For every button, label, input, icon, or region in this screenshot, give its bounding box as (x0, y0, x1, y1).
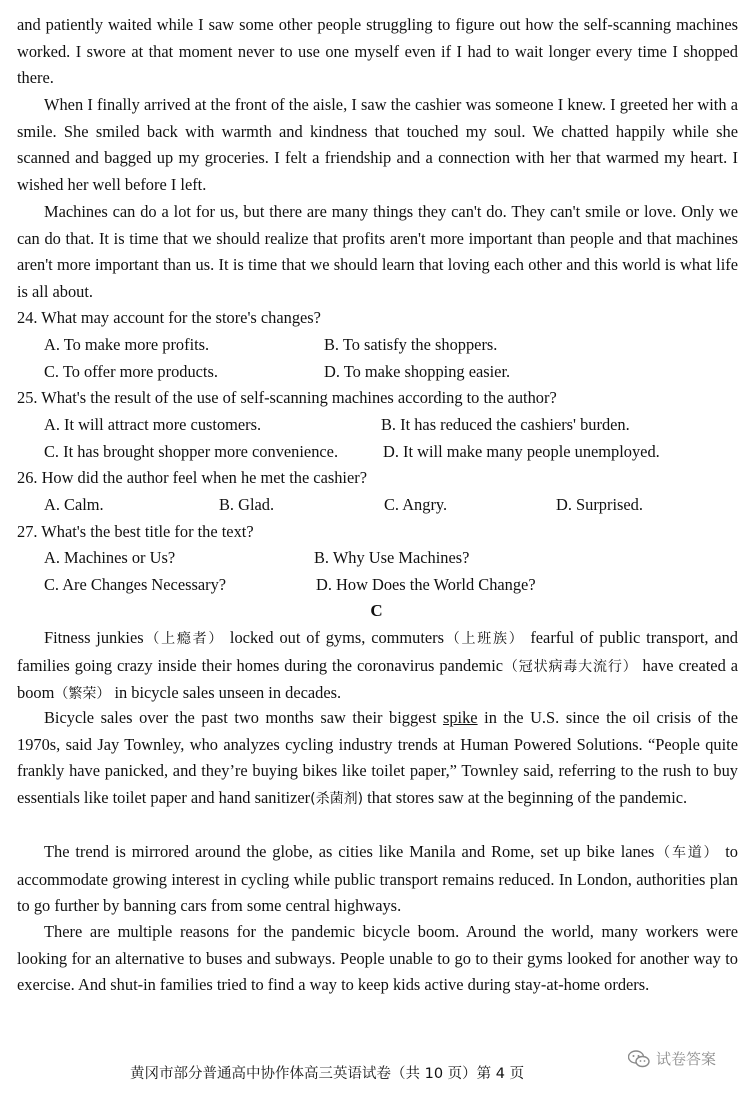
chinese-gloss: (杀菌剂) (310, 791, 364, 808)
question-26-option-d[interactable]: D. Surprised. (556, 495, 643, 514)
text-run: Fitness junkies (44, 628, 144, 647)
text-run: to accommodate growing interest in cycling while public transport remains reduced. In London, authorities plan to go further by banning cars from some central highways. (17, 842, 738, 916)
question-25-option-d[interactable]: D. It will make many people unemployed. (383, 442, 660, 461)
question-27-option-d[interactable]: D. How Does the World Change? (316, 575, 536, 594)
chinese-gloss: （繁荣） (54, 686, 111, 703)
question-26-stem: 26. How did the author feel when he met the cashier? (17, 468, 367, 487)
passage-c-paragraph-2 (17, 705, 738, 813)
passage-b-paragraph-3: Machines can do a lot for us, but there are many things they can't do. They can't smile or love. Only we can do that. It is time that we should realize that profits aren't more important than people and that machines aren't more important than us. It is time that we should learn that loving each other and this world is what life is all about. (17, 202, 738, 302)
text-run: The trend is mirrored around the globe, as cities like Manila and Rome, set up bike lanes (44, 842, 655, 861)
question-25-option-a[interactable]: A. It will attract more customers. (44, 415, 262, 434)
question-27-stem: 27. What's the best title for the text? (17, 522, 254, 541)
passage-b-paragraph-1: and patiently waited while I saw some other people struggling to figure out how the self-scanning machines worked. I swore at that moment never to use one myself even if I had to wait longer every time I shopped there. (17, 15, 738, 88)
question-24-option-b[interactable]: B. To satisfy the shoppers. (324, 335, 498, 354)
question-24-option-a[interactable]: A. To make more profits. (44, 335, 210, 354)
question-24-option-c[interactable]: C. To offer more products. (44, 362, 218, 381)
passage-c-paragraph-4: There are multiple reasons for the pandemic bicycle boom. Around the world, many workers were looking for an alternative to buses and subways. People unable to go to their gyms looked for another way to exercise. And shut-in families tried to find a way to keep kids active during stay-at-home orders. (17, 922, 738, 995)
question-26-option-c[interactable]: C. Angry. (384, 495, 448, 514)
passage-b-paragraph-2: When I finally arrived at the front of the aisle, I saw the cashier was someone I knew. I greeted her with a smile. She smiled back with warmth and kindness that touched my soul. We chatted happily while she scanned and bagged up my groceries. I felt a friendship and a connection with her that warmed my heart. I wished her well before I left. (17, 95, 738, 195)
question-24-option-d[interactable]: D. To make shopping easier. (324, 362, 511, 381)
question-25-option-b[interactable]: B. It has reduced the cashiers' burden. (381, 415, 630, 434)
question-26-option-b[interactable]: B. Glad. (219, 495, 275, 514)
wechat-icon (628, 1050, 650, 1068)
question-27-option-c[interactable]: C. Are Changes Necessary? (44, 575, 227, 594)
passage-c-paragraph-3 (17, 839, 738, 920)
text-run: in the U.S. since the oil crisis of the 1970s, said Jay Townley, who analyzes cycling industry trends at Human Powered Solutions. “People quite frankly have panicked, and they’re buying bikes like toilet paper,” Townley said, referring to the rush to buy essentials like toilet paper and hand sanitizer (17, 708, 738, 808)
chinese-gloss: （上瘾者） (143, 631, 225, 647)
passage-c-paragraph-1 (17, 625, 738, 708)
watermark-text: 试卷答案 (656, 1050, 717, 1068)
section-c-heading: C (370, 601, 383, 620)
question-27-option-b[interactable]: B. Why Use Machines? (314, 548, 470, 567)
text-run: Bicycle sales over the past two months saw their biggest (44, 708, 443, 727)
chinese-gloss: （冠状病毒大流行） (503, 658, 638, 675)
chinese-gloss: （上班族） (444, 631, 525, 647)
text-run: that stores saw at the beginning of the pandemic. (363, 788, 688, 808)
page-footer: 黄冈市部分普通高中协作体高三英语试卷（共 10 页）第 4 页 (130, 1066, 525, 1082)
chinese-gloss: （车道） (654, 845, 720, 861)
question-25-stem: 25. What's the result of the use of self-scanning machines according to the author? (17, 388, 557, 407)
question-26-option-a[interactable]: A. Calm. (44, 495, 104, 514)
question-27-option-a[interactable]: A. Machines or Us? (44, 548, 176, 567)
text-run: locked out of gyms, commuters (224, 628, 445, 647)
text-run: fearful of public transport, and families going crazy inside their homes during the coronavirus pandemic (17, 628, 739, 675)
text-run: in bicycle sales unseen in decades. (110, 683, 342, 703)
question-25-option-c[interactable]: C. It has brought shopper more convenience. (44, 442, 339, 461)
watermark (628, 1048, 716, 1069)
text-run: have created a boom (17, 655, 738, 703)
question-24-stem: 24. What may account for the store's changes? (17, 308, 321, 327)
underlined-word-spike: spike (442, 708, 478, 727)
